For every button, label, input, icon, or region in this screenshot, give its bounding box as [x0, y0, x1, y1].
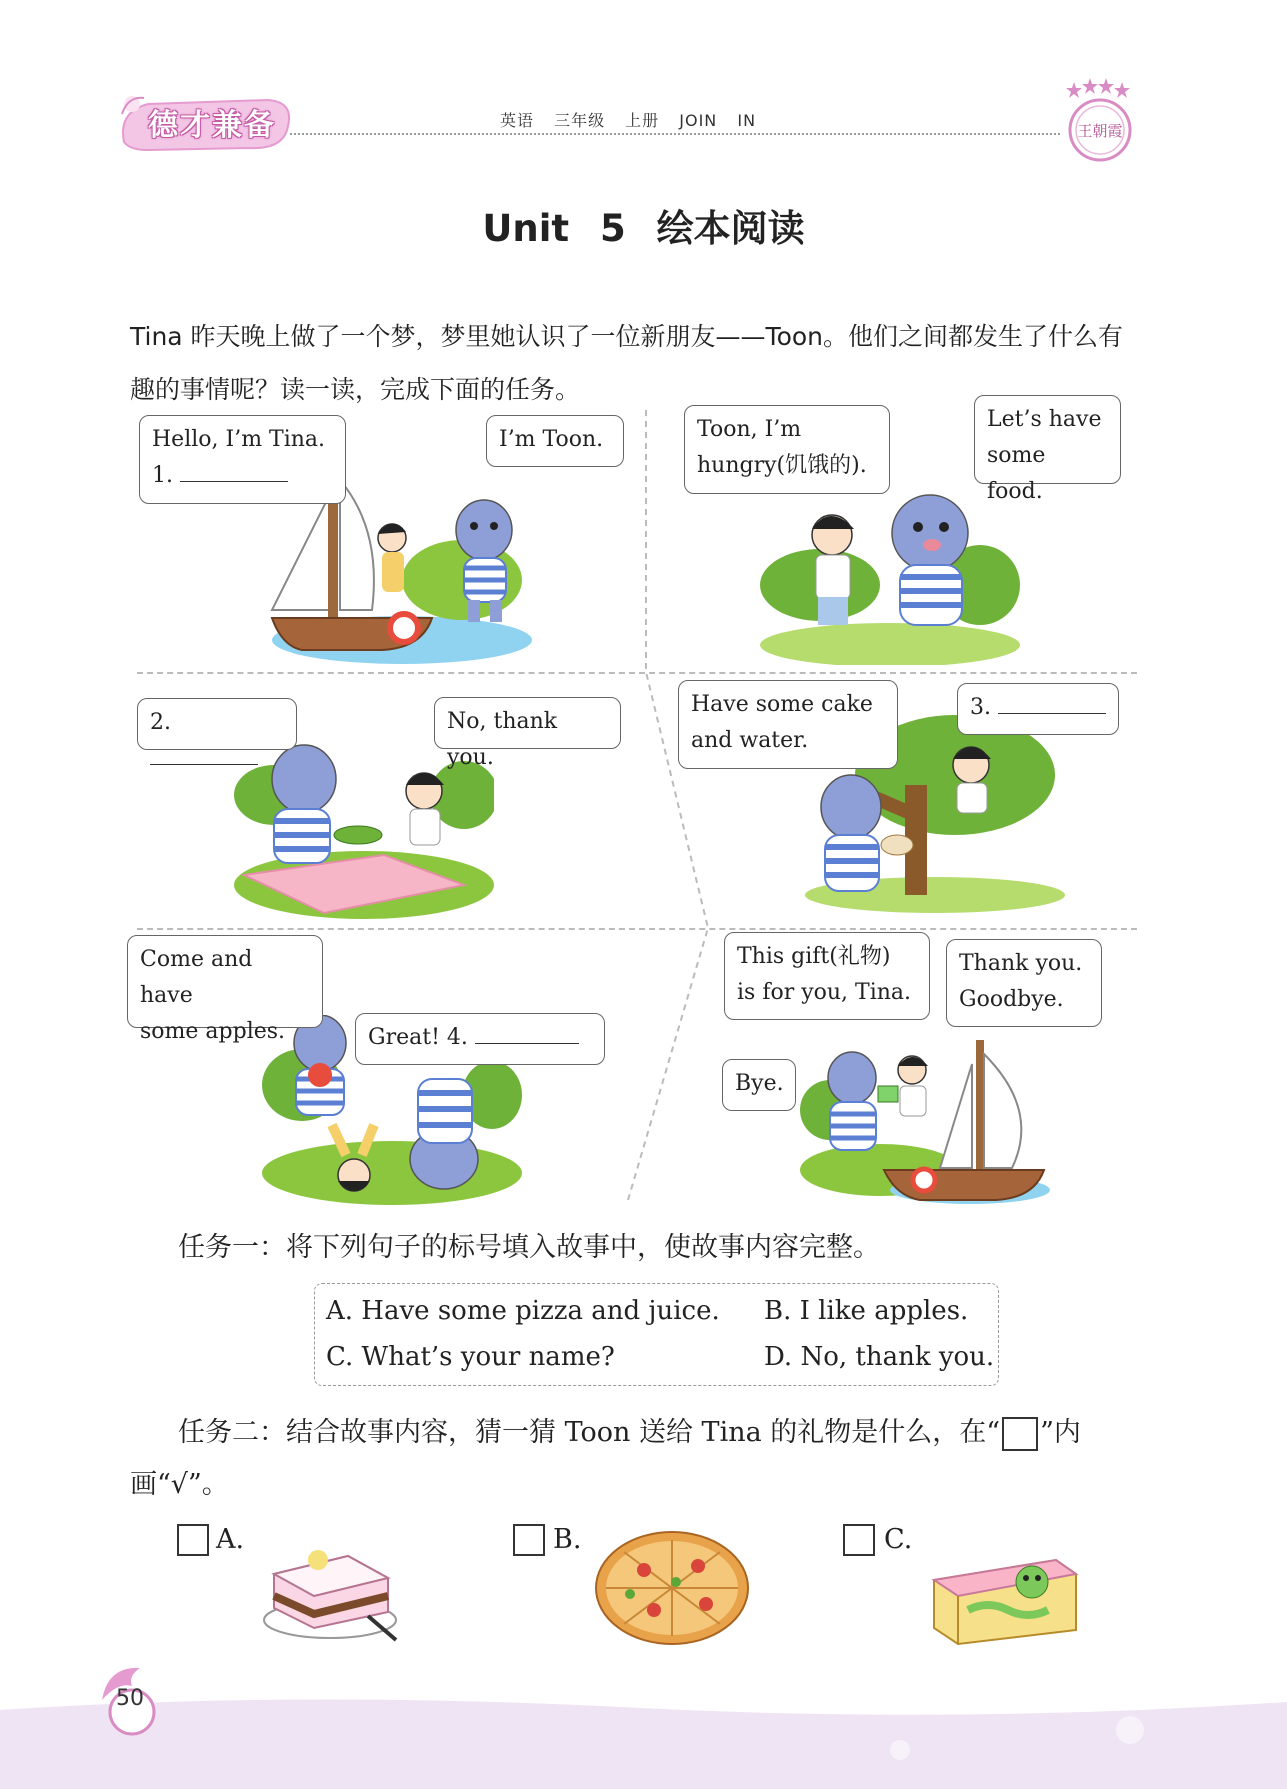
header-divider [290, 133, 1060, 135]
panel1-tina-text: Hello, I’m Tina. [152, 427, 326, 452]
panel6-toon-text-line2: is for you, Tina. [737, 980, 912, 1005]
task1-option-d: D. No, thank you. [764, 1342, 995, 1372]
panel2-tina-bubble [684, 405, 890, 494]
task2-title-line2: 画“√”。 [130, 1469, 229, 1500]
panel6-bye-bubble [722, 1059, 796, 1111]
panel2-illustration [760, 485, 1020, 665]
panel3-toon-bubble [137, 698, 297, 750]
cake-image [258, 1516, 408, 1644]
panel6-toon-bubble [724, 932, 930, 1020]
panel4-tina-bubble [957, 683, 1119, 735]
panel4-toon-bubble [678, 680, 898, 769]
page-number: 50 [116, 1686, 144, 1711]
panel5-toon-text-line2: some apples. [140, 1019, 286, 1044]
panel2-toon-bubble [974, 395, 1121, 504]
panel2-toon-text-line2: some food. [987, 443, 1046, 504]
panel3-blank-number: 2. [150, 710, 171, 735]
header-subject: 英语 三年级 上册 JOIN IN [500, 111, 757, 130]
task2-title [178, 1410, 1081, 1451]
panel6-bye-text: Bye. [735, 1071, 784, 1096]
pizza-image [594, 1530, 750, 1646]
panel6-tina-text-line2: Goodbye. [959, 987, 1064, 1012]
panel6-toon-text-line1: This gift(礼物) [737, 944, 891, 969]
task1-option-b: B. I like apples. [764, 1296, 969, 1326]
panel5-toon-bubble [127, 935, 323, 1044]
footer-band [0, 1690, 1287, 1789]
blank-2[interactable] [150, 742, 258, 765]
task2-inline-box-icon [1002, 1417, 1038, 1451]
panel3-tina-bubble [434, 697, 621, 770]
panel4-toon-text-line1: Have some cake [691, 692, 873, 717]
panel6-tina-text-line1: Thank you. [959, 951, 1083, 976]
panel1-tina-bubble [139, 415, 346, 504]
panel1-toon-bubble [486, 415, 624, 467]
panel6-illustration [800, 1040, 1050, 1205]
author-seal-logo [1060, 78, 1140, 166]
gift-box-image [928, 1530, 1084, 1646]
choice-c-checkbox[interactable] [843, 1524, 875, 1556]
panel3-tina-text: No, thank you. [447, 709, 558, 770]
blank-4[interactable] [475, 1021, 579, 1044]
panel4-blank-number: 3. [970, 695, 991, 720]
svg-text:王朝霞: 王朝霞 [1077, 122, 1123, 140]
blank-1[interactable] [180, 459, 288, 482]
task1-title: 任务一：将下列句子的标号填入故事中，使故事内容完整。 [178, 1232, 880, 1263]
panel2-tina-text: Toon, I’m hungry(饥饿的). [697, 417, 867, 478]
intro-text: Tina 昨天晚上做了一个梦，梦里她认识了一位新朋友——Toon。他们之间都发生了什么有趣的事情呢？读一读，完成下面的任务。 [130, 322, 1124, 404]
task1-option-c: C. What’s your name? [326, 1342, 615, 1372]
panel-divider-v [600, 410, 720, 1200]
panel1-blank-number: 1. [152, 463, 173, 488]
choice-b-checkbox[interactable] [513, 1524, 545, 1556]
page-title: Unit 5 绘本阅读 [482, 207, 805, 250]
panel5-tina-bubble [355, 1013, 605, 1065]
panel1-toon-text: I’m Toon. [499, 427, 604, 452]
choice-a-checkbox[interactable] [177, 1524, 209, 1556]
task2-title-part2: ”内 [1040, 1417, 1081, 1448]
blank-3[interactable] [998, 691, 1106, 714]
panel5-toon-text-line1: Come and have [140, 947, 253, 1008]
choice-c-label: C. [884, 1524, 913, 1555]
task2-title-part1: 任务二：结合故事内容，猜一猜 Toon 送给 Tina 的礼物是什么，在“ [178, 1417, 1001, 1448]
panel4-toon-text-line2: and water. [691, 728, 809, 753]
panel5-blank-number: Great! 4. [368, 1025, 468, 1050]
task1-option-a: A. Have some pizza and juice. [326, 1296, 720, 1326]
panel2-toon-text-line1: Let’s have [987, 407, 1102, 432]
choice-a-label: A. [216, 1524, 245, 1555]
brand-name: 德才兼备 [148, 108, 276, 143]
panel6-tina-bubble [946, 939, 1102, 1027]
choice-b-label: B. [553, 1524, 582, 1555]
